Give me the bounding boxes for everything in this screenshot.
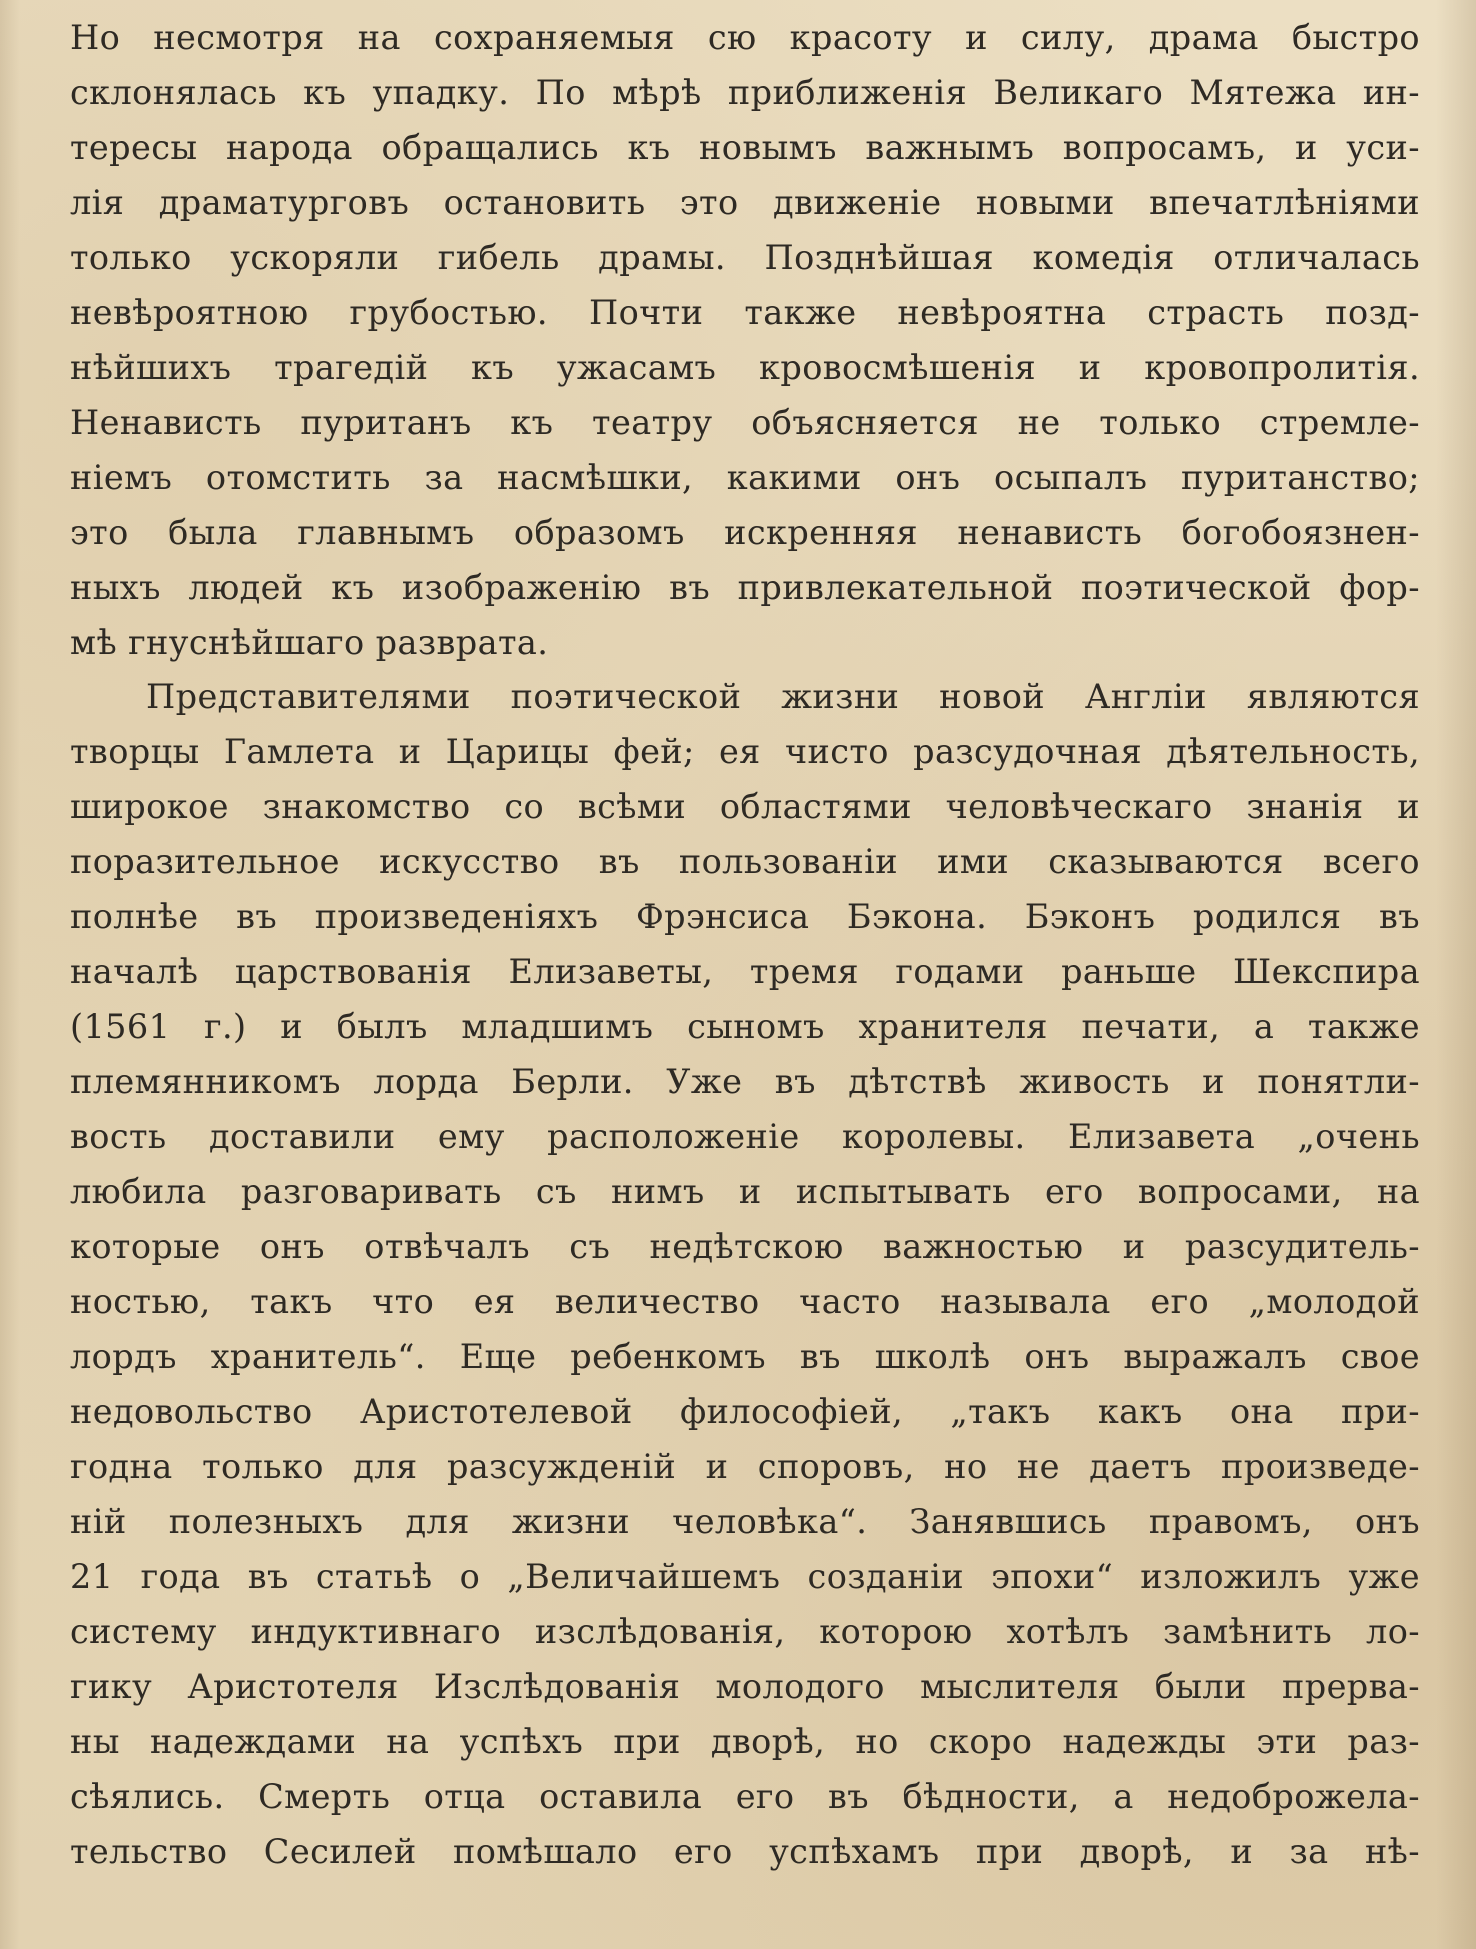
paragraph-2 xyxy=(70,669,1420,1879)
text-line: Но несмотря на сохраняемыя сю красоту и силу, драма быстро xyxy=(70,18,1420,57)
text-line: полнѣе въ произведеніяхъ Фрэнсиса Бэкона. Бэконъ родился въ xyxy=(70,897,1420,936)
text-line: тересы народа обращались къ новымъ важнымъ вопросамъ, и уси- xyxy=(70,128,1420,167)
text-line: вость доставили ему расположеніе королевы. Елизавета „очень xyxy=(70,1117,1420,1156)
text-line: это была главнымъ образомъ искренняя ненависть богобоязнен- xyxy=(70,513,1420,552)
text-line: 21 года въ статьѣ о „Величайшемъ созданіи эпохи“ изложилъ уже xyxy=(70,1557,1420,1596)
page-left-shadow xyxy=(0,0,20,1949)
text-line: ностью, такъ что ея величество часто называла его „молодой xyxy=(70,1282,1420,1321)
text-line: началѣ царствованія Елизаветы, тремя годами раньше Шекспира xyxy=(70,952,1420,991)
text-line: которые онъ отвѣчалъ съ недѣтскою важностью и разсудитель- xyxy=(70,1227,1420,1266)
text-line: гику Аристотеля Изслѣдованія молодого мыслителя были прерва- xyxy=(70,1667,1420,1706)
text-line: ній полезныхъ для жизни человѣка“. Занявшись правомъ, онъ xyxy=(70,1502,1420,1541)
text-line: (1561 г.) и былъ младшимъ сыномъ хранителя печати, а также xyxy=(70,1007,1420,1046)
text-line: невѣроятною грубостью. Почти также невѣроятна страсть позд- xyxy=(70,293,1420,332)
text-line: ніемъ отомстить за насмѣшки, какими онъ осыпалъ пуританство; xyxy=(70,458,1420,497)
text-line: склонялась къ упадку. По мѣрѣ приближенія Великаго Мятежа ин- xyxy=(70,73,1420,112)
text-line: систему индуктивнаго изслѣдованія, которою хотѣлъ замѣнить ло- xyxy=(70,1612,1420,1651)
text-line: только ускоряли гибель драмы. Позднѣйшая комедія отличалась xyxy=(70,238,1420,277)
text-line: нѣйшихъ трагедій къ ужасамъ кровосмѣшенія и кровопролитія. xyxy=(70,348,1420,387)
text-line: годна только для разсужденій и споровъ, но не даетъ произведе- xyxy=(70,1447,1420,1486)
paragraph-1 xyxy=(70,10,1420,670)
text-line: мѣ гнуснѣйшаго разврата. xyxy=(70,623,549,662)
text-line: ны надеждами на успѣхъ при дворѣ, но скоро надежды эти раз- xyxy=(70,1722,1420,1761)
page-edge-shadow xyxy=(1436,0,1476,1949)
text-line: Представителями поэтической жизни новой Англіи являются xyxy=(146,677,1420,716)
text-line: тельство Сесилей помѣшало его успѣхамъ при дворѣ, и за нѣ- xyxy=(70,1832,1420,1871)
text-line: Ненависть пуританъ къ театру объясняется не только стремле- xyxy=(70,403,1420,442)
text-line: широкое знакомство со всѣми областями человѣческаго знанія и xyxy=(70,787,1420,826)
text-line: ныхъ людей къ изображенію въ привлекательной поэтической фор- xyxy=(70,568,1420,607)
text-line: лія драматурговъ остановить это движеніе новыми впечатлѣніями xyxy=(70,183,1420,222)
text-line: сѣялись. Смерть отца оставила его въ бѣдности, а недоброжела- xyxy=(70,1777,1420,1816)
text-line: творцы Гамлета и Царицы фей; ея чисто разсудочная дѣятельность, xyxy=(70,732,1420,771)
text-line: недовольство Аристотелевой философіей, „такъ какъ она при- xyxy=(70,1392,1420,1431)
text-line: поразительное искусство въ пользованіи ими сказываются всего xyxy=(70,842,1420,881)
text-line: любила разговаривать съ нимъ и испытывать его вопросами, на xyxy=(70,1172,1420,1211)
text-line: племянникомъ лорда Берли. Уже въ дѣтствѣ живость и понятли- xyxy=(70,1062,1420,1101)
text-line: лордъ хранитель“. Еще ребенкомъ въ школѣ онъ выражалъ свое xyxy=(70,1337,1420,1376)
